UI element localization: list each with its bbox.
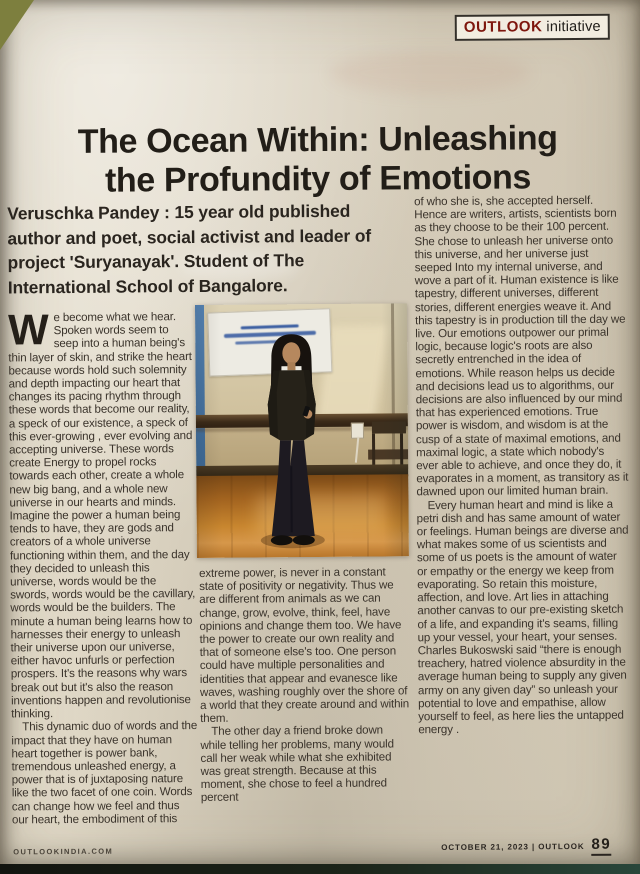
left-paragraph-1-text: e become what we hear. Spoken words seem to seep into a human being's thin layer of skin, and strike the heart because words hold such solemnity and depth impacting our heart that changes its pacing rhythm through these words that become our reality, a speck of our existence, a speck of this ever-growing , ever evolving and accepting universe. These words create Energy to propel rocks towards each other, create a whole new big bang, and a whole new universe in our hearts and minds. Imagine the power a human being tends to have, they are gods and creators of a whole universe functioning within them, and the day they decided to unleash this universe, words would be the swords, words would be the cavillary, words would be the builders. The minute a human being learns how to harnesses their energy to unleash their universe upon our universe, either havoc unfurls or perfection prospers. It's the reasons why wars break out but it's also the reason inventions happen and revolutionise thinking.	[8, 310, 196, 721]
footer-website: OUTLOOKINDIA.COM	[13, 846, 114, 857]
photo-edge-tint	[195, 303, 409, 558]
right-paragraph-1: of who she is, she accepted herself. Hence are writers, artists, scientists born as they choose to be their 100 percent. She chose to unleash her universe onto this universe, and her universe just seeped Into my internal universe, and wove a part of it. Human existence is like tapestry, different universes, different stories, different energies weave it. And this tapestry is in production till the day we live. Our emotions outpower our primal logic, because logic's roots are also secretly entrenched in the idea of emotions. While reason helps us decide and decisions lead us to algorithms, our decisions are also influenced by our mind that has experienced emotions. True power is wisdom, and wisdom is at the cusp of a state of maximal emotions, and maximal logic, a state which nobody's ever able to achieve, and once they do, it evaporates in a moment, as transitory as it dawned upon our limited human brain.	[414, 193, 629, 499]
article-title-line2: the Profundity of Emotions	[104, 158, 532, 200]
background-bottom-edge	[0, 864, 640, 874]
footer-page-number: 89	[591, 836, 611, 856]
outlook-initiative-badge	[455, 14, 610, 41]
right-paragraph-2: Every human heart and mind is like a petri dish and has same amount of water or feelings. Human beings are diverse and what makes some of us scientists and some of us poets is the amount of water or empathy or the energy we keep from evaporating. So retain this moisture, affection, and love. Art lies in attaching another canvas to our pre-existing sketch of a life, and expanding it's seams, filling up your vessel, your heart, your senses. Charles Bukoswski said “there is enough treachery, hatred violence absurdity in the average human being to supply any given army on any given day” so unleash your potential to love and empathise, allow yourself to feel, as here lies the untapped energy .	[416, 497, 629, 737]
body-column-middle	[199, 565, 412, 804]
article-title	[13, 118, 624, 201]
dropcap-letter: W	[7, 306, 49, 355]
article-byline: Veruschka Pandey : 15 year old published author and poet, social activist and leader of project 'Suryanayak'. Student of The International School of Bangalore.	[7, 200, 372, 297]
middle-paragraph-2: The other day a friend broke down while telling her problems, many would call her weak while what she exhibited was great strength. Because at this moment, she chose to feel a hundred percent	[200, 723, 394, 805]
footer-issue-block	[441, 836, 611, 857]
body-column-right	[414, 194, 630, 737]
initiative-label: initiative	[546, 18, 601, 36]
body-column-left	[7, 306, 198, 827]
footer-issue-date: OCTOBER 21, 2023 | OUTLOOK	[441, 841, 585, 853]
left-paragraph-1	[7, 306, 197, 721]
left-paragraph-2: This dynamic duo of words and the impact that they have on human heart together is power bank, tremendous unleashed energy, a power that is of juxtaposing nature like the two facet of one coin. Words can change how we feel and thus our heart, the embodiment of this	[11, 719, 198, 827]
article-photo	[195, 303, 409, 558]
outlook-brand-label: OUTLOOK	[463, 18, 543, 36]
middle-paragraph-1: extreme power, is never in a constant state of positivity or negativity. Thus we are different from animals as we can change, grow, evolve, think, feel, have opinions and change them too. We have the power to create our own reality and that of someone else's too. One person could have multiple personalities and identities that appear and evanesce like waves, washing roughly over the shore of a world that they create around and within them.	[199, 565, 410, 726]
article-title-line1: The Ocean Within: Unleashing	[77, 118, 558, 161]
